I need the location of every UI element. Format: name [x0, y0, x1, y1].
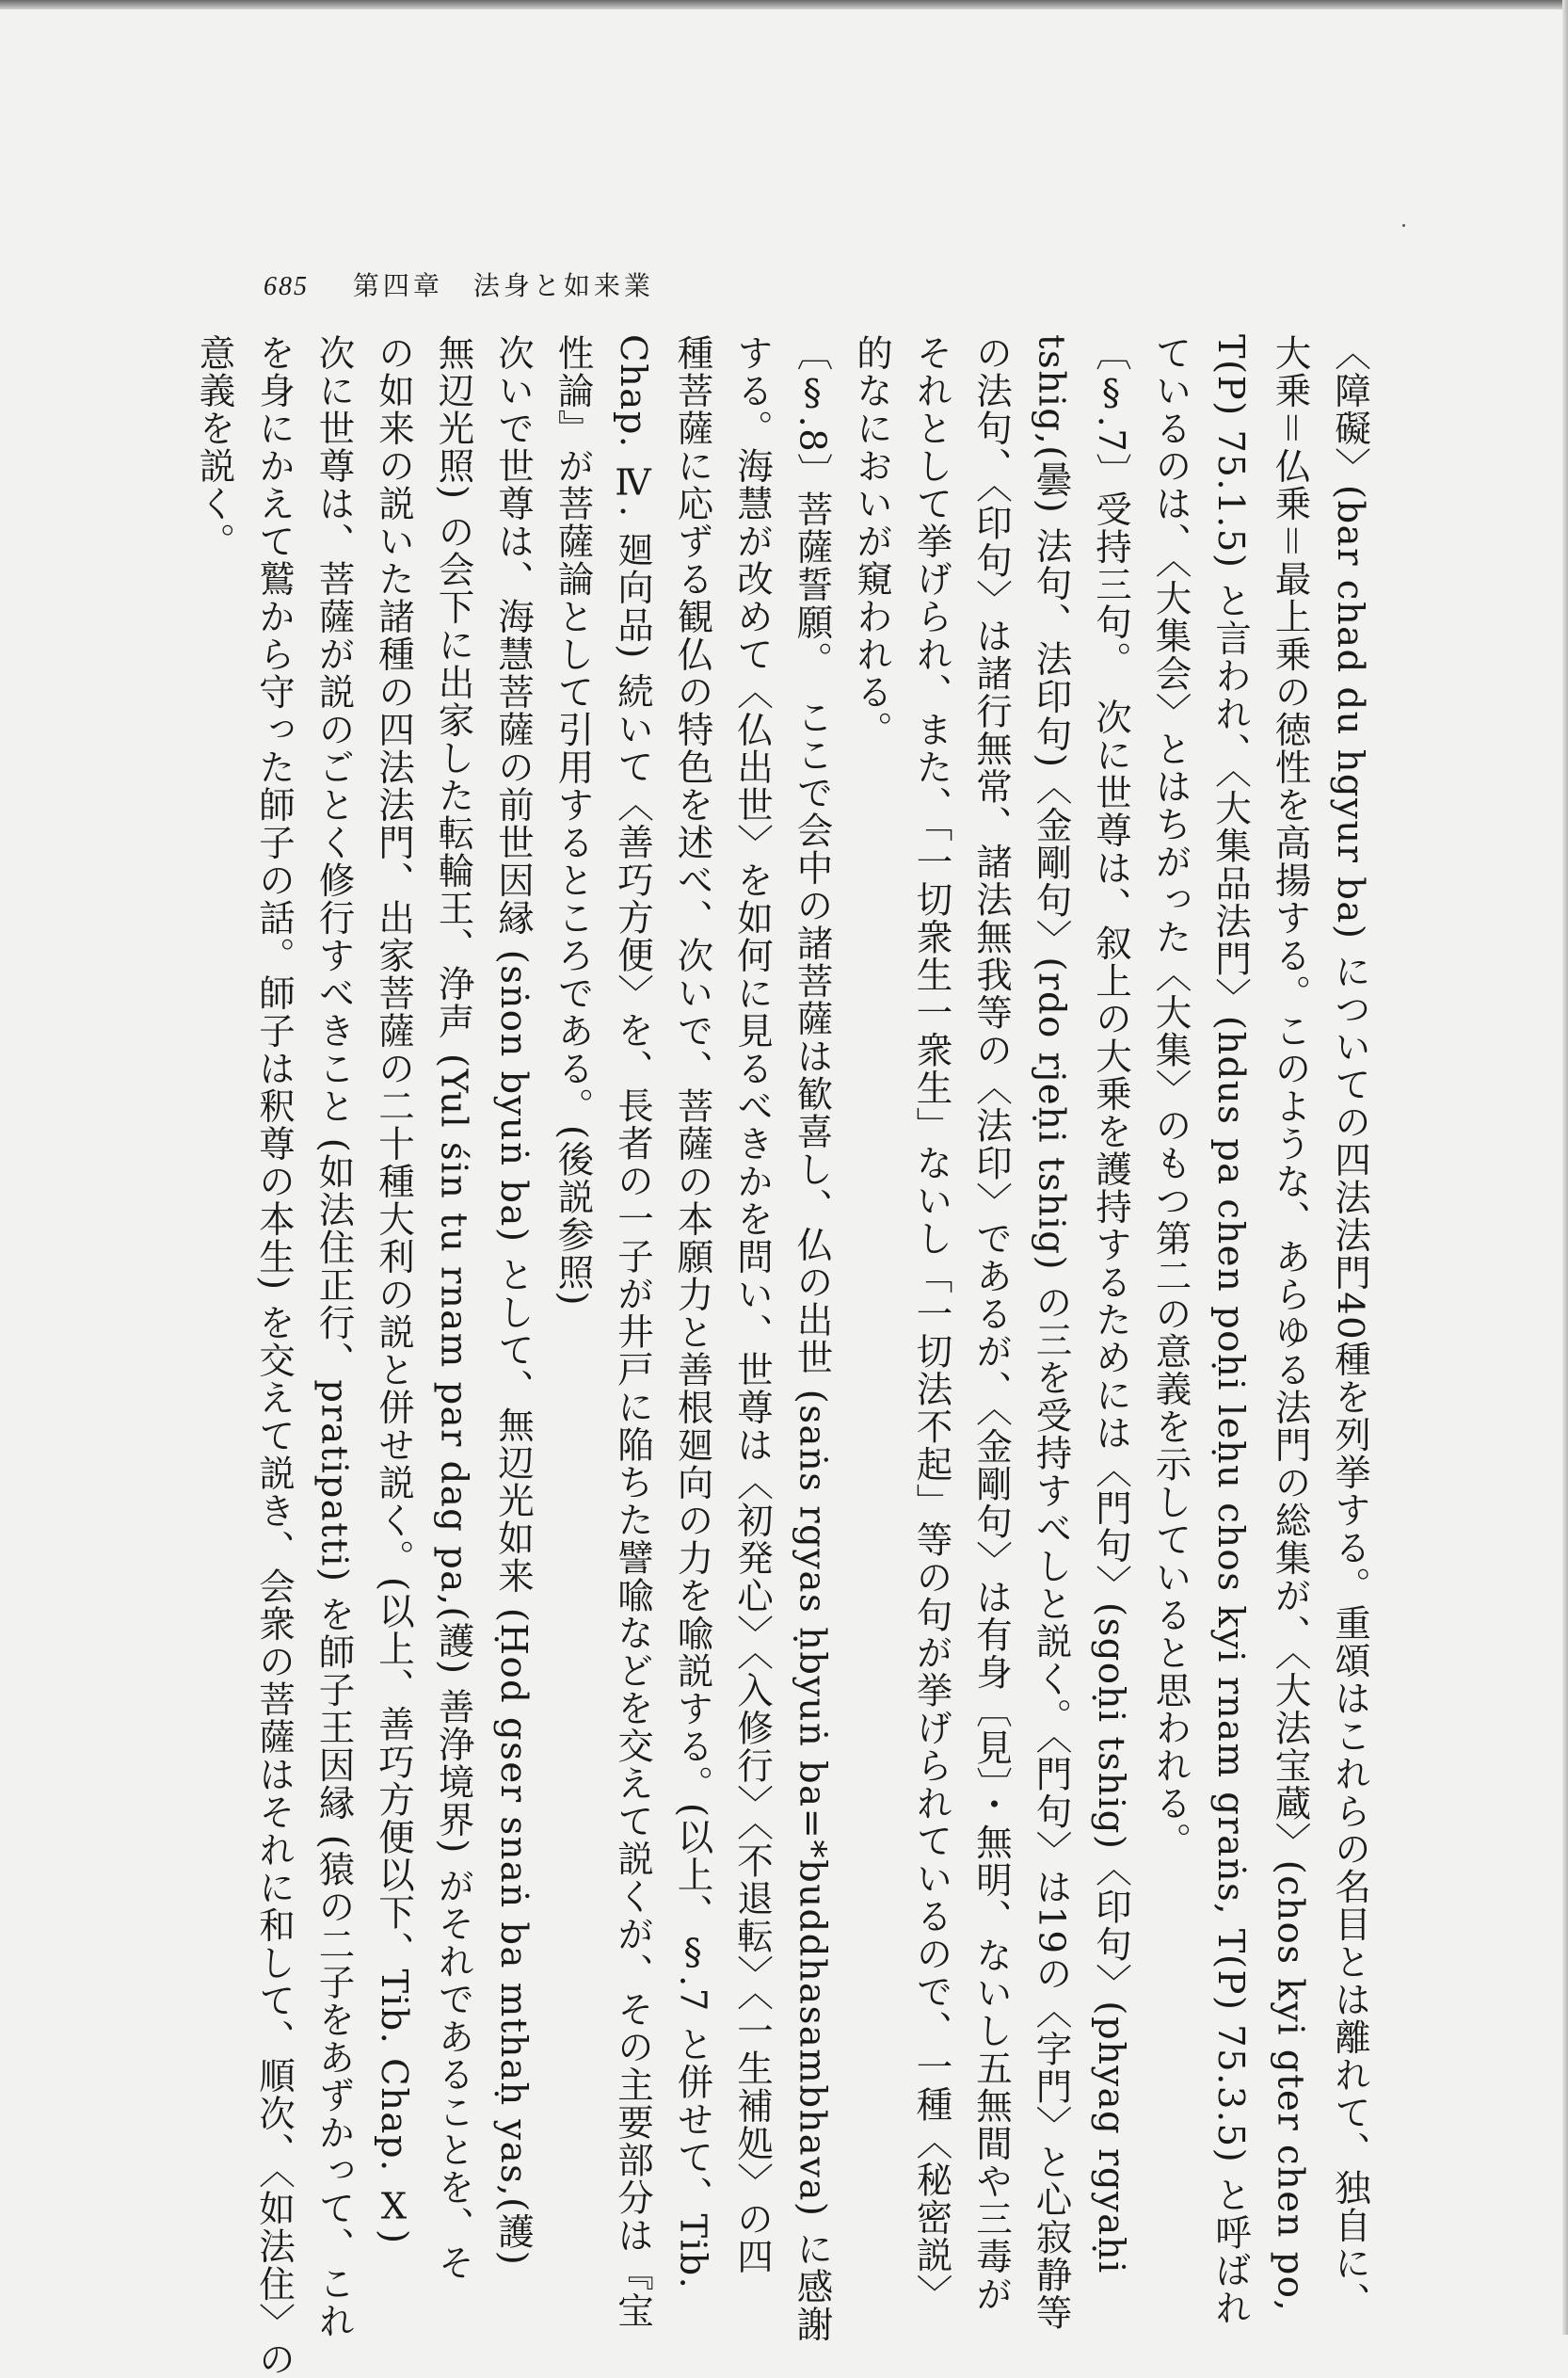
- text-line: Chap. Ⅳ. 廻向品) 続いて〈善巧方便〉を、長者の一子が井戸に陥ちた譬喩などを交えて説くが、その主要部分は『宝: [612, 334, 654, 2330]
- running-header: [264, 265, 654, 303]
- text-line: 〔§.7〕受持三句。 次に世尊は、叙上の大乗を護持するためには〈門句〉(sgoḥi tshig)〈印句〉(phyag rgyaḥi: [1090, 334, 1132, 2274]
- text-line: の法句、〈印句〉は諸行無常、諸法無我等の〈法印〉であるが、〈金剛句〉は有身〔見〕・無明、ないし五無間や三毒が: [970, 334, 1013, 2314]
- text-line: 〈障礙〉(bar chad du hgyur ba) についての四法法門40種を列挙する。重頌はこれらの名目とは離れて、独自に、: [1329, 334, 1371, 2321]
- text-line: する。海慧が改めて〈仏出世〉を如何に見るべきかを問い、世尊は〈初発心〉〈入修行〉〈不退転〉〈一生補処〉の四: [731, 334, 774, 2276]
- text-line: 性論』が菩薩論として引用するところである。(後説参照): [552, 334, 595, 1308]
- text-line: 〔§.8〕菩薩誓願。 ここで会中の諸菩薩は歓喜し、仏の出世 (saṅs rgyas ḥbyuṅ ba=*buddhasambhava) に感謝: [791, 334, 834, 2344]
- scan-speck: [1402, 224, 1405, 227]
- body-text: [184, 334, 1380, 2378]
- text-line: 次に世尊は、菩薩が説のごとく修行すべきこと (如法住正行、pratipatti) を師子王因縁 (猿の二子をあずかって、これ: [312, 334, 356, 2340]
- text-line: tshig,(曇) 法句、法印句)〈金剛句〉(rdo rjeḥi tshig) の三を受持すべしと説く。〈門句〉は19の〈字門〉と心寂静等: [1030, 334, 1073, 2332]
- chapter-title: 第四章 法身と如来業: [352, 270, 654, 301]
- text-line: 意義を説く。: [193, 334, 236, 560]
- text-line: 次いで世尊は、海慧菩薩の前世因縁 (sṅon byuṅ ba) として、無辺光如来 (Ḥod gser snaṅ ba mthaḥ yas,(護): [492, 334, 535, 2267]
- text-line: 的なにおいが窺われる。: [851, 334, 893, 748]
- text-line: 無辺光照) の会下に出家した転輪王、浄声 (Yul śin tu rnam par dag pa,(護) 善浄境界) がそれであることを、そ: [432, 334, 475, 2282]
- text-line: 種菩薩に応ずる観仏の特色を述べ、次いで、菩薩の本願力と善根廻向の力を喩説する。(以上、§.7 と併せて、Tib.: [671, 334, 714, 2290]
- text-line: 大乗＝仏乗＝最上乗の徳性を高揚する。このような、あらゆる法門の総集が、〈大法宝蔵〉(chos kyi gter chen po,: [1269, 334, 1312, 2313]
- scan-top-edge: [0, 0, 1568, 9]
- text-line: それとして挙げられ、また、「一切衆生一衆生」ないし「一切法不起」等の句が挙げられているので、一種〈秘密説〉: [910, 334, 953, 2312]
- text-line: を身にかえて鷲から守った師子の話。師子は釈尊の本生) を交えて説き、会衆の菩薩はそれに和して、順次、〈如法住〉の: [253, 334, 296, 2378]
- text-line: ているのは、〈大集会〉とはちがった〈大集〉のもつ第二の意義を示していると思われる。: [1149, 334, 1192, 1860]
- scan-right-edge: [1562, 0, 1568, 2335]
- page-number: 685: [264, 272, 309, 301]
- text-line: T(P) 75.1.5) と言われ、〈大集品法門〉(hdus pa chen poḥi leḥu chos kyi rnam graṅs, T(P) 75.3.5) と呼ばれ: [1209, 334, 1252, 2327]
- text-line: の如来の説いた諸種の四法法門、出家菩薩の二十種大利の説と併せ説く。(以上、善巧方便以下、Tib. Chap. Ⅹ): [373, 334, 415, 2245]
